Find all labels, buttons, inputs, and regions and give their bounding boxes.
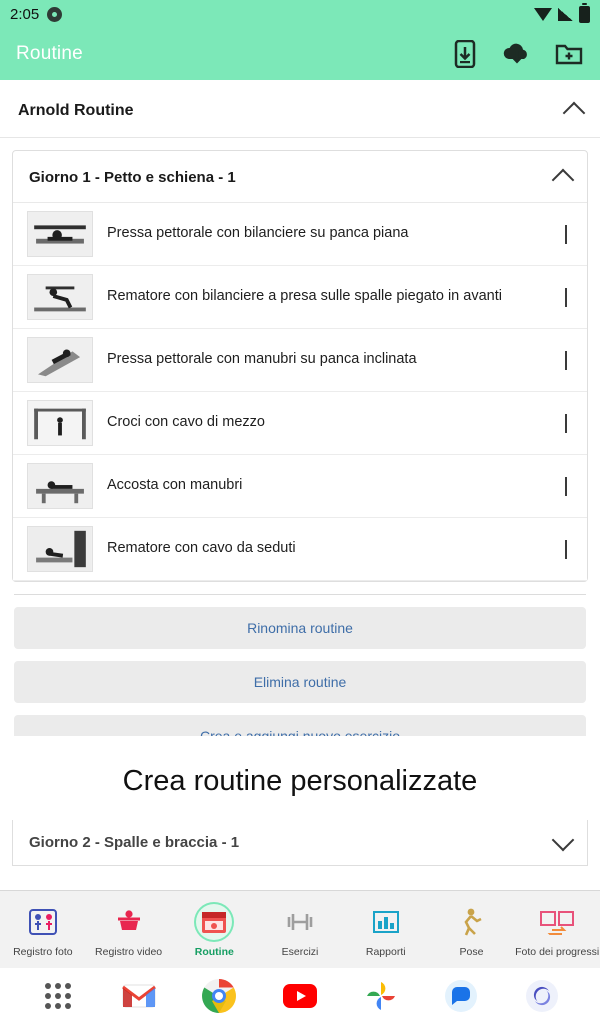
- chevron-up-icon[interactable]: [563, 102, 586, 125]
- nav-item-exercises[interactable]: [257, 891, 343, 968]
- routine-header[interactable]: [0, 80, 600, 138]
- chevron-down-icon[interactable]: [565, 225, 567, 244]
- routine-card: [0, 80, 600, 757]
- bottom-navigation: [0, 890, 600, 968]
- import-phone-icon[interactable]: [450, 39, 480, 69]
- photo-log-icon: [23, 902, 63, 942]
- nav-item-video-log[interactable]: [86, 891, 172, 968]
- nav-label: Foto dei progressi: [515, 945, 600, 958]
- exercise-name: Accosta con manubri: [107, 477, 243, 494]
- exercise-thumbnail: [27, 526, 93, 572]
- chevron-down-icon[interactable]: [565, 288, 567, 307]
- chevron-down-icon[interactable]: [565, 351, 567, 370]
- exercise-name: Pressa pettorale con manubri su panca inclinata: [107, 351, 417, 368]
- nav-item-photo-log[interactable]: [0, 891, 86, 968]
- app-bar-actions: [450, 39, 584, 69]
- day-header[interactable]: [13, 151, 587, 202]
- exercise-list: [13, 202, 587, 581]
- exercise-thumbnail: [27, 463, 93, 509]
- status-bar-right: [534, 6, 590, 23]
- google-photos-icon[interactable]: [362, 977, 400, 1015]
- youtube-icon[interactable]: [281, 977, 319, 1015]
- chevron-down-icon[interactable]: [552, 829, 575, 852]
- caption-text: Crea routine personalizzate: [122, 764, 478, 797]
- app-bar: [0, 28, 600, 80]
- nav-label: Esercizi: [281, 945, 319, 958]
- delete-routine-button[interactable]: Elimina routine: [14, 661, 586, 703]
- chevron-down-icon[interactable]: [565, 477, 567, 496]
- list-item[interactable]: [13, 455, 587, 518]
- clock: 2:05: [10, 5, 40, 23]
- rename-routine-button[interactable]: Rinomina routine: [14, 607, 586, 649]
- list-item[interactable]: [13, 392, 587, 455]
- tutorial-caption: [0, 736, 600, 826]
- routine-actions: [0, 649, 600, 703]
- progress-photos-icon: [537, 902, 577, 942]
- exercise-thumbnail: [27, 337, 93, 383]
- exercise-name: Rematore con cavo da seduti: [107, 540, 296, 557]
- routine-title: Arnold Routine: [18, 101, 134, 119]
- exercise-thumbnail: [27, 274, 93, 320]
- routine-actions: [0, 595, 600, 649]
- nav-item-progress-photos[interactable]: [514, 891, 600, 968]
- day-header-next[interactable]: [12, 820, 588, 866]
- nav-item-reports[interactable]: [343, 891, 429, 968]
- exercise-name: Rematore con bilanciere a presa sulle spalle piegato in avanti: [107, 288, 502, 305]
- day-title: Giorno 1 - Petto e schiena - 1: [29, 169, 236, 186]
- nav-label: Rapporti: [365, 945, 406, 958]
- main-content: [0, 80, 600, 890]
- app-drawer-icon[interactable]: [39, 977, 77, 1015]
- chevron-down-icon[interactable]: [565, 540, 567, 559]
- download-cloud-icon[interactable]: [502, 39, 532, 69]
- list-item[interactable]: [13, 203, 587, 266]
- video-log-icon: [109, 902, 149, 942]
- chevron-up-icon[interactable]: [552, 169, 575, 192]
- exercise-name: Croci con cavo di mezzo: [107, 414, 265, 431]
- wifi-icon: [534, 8, 552, 21]
- signal-icon: [558, 8, 573, 21]
- list-item[interactable]: [13, 518, 587, 581]
- exercise-name: Pressa pettorale con bilanciere su panca piana: [107, 225, 409, 242]
- chrome-icon[interactable]: [200, 977, 238, 1015]
- pose-icon: [451, 902, 491, 942]
- nav-label: Registro foto: [13, 945, 73, 958]
- record-dot-icon: [47, 7, 62, 22]
- dumbbell-icon: [280, 902, 320, 942]
- list-item[interactable]: [13, 266, 587, 329]
- system-dock: [0, 968, 600, 1024]
- assistant-icon[interactable]: [523, 977, 561, 1015]
- page-title: Routine: [16, 43, 83, 64]
- reports-chart-icon: [366, 902, 406, 942]
- battery-icon: [579, 6, 590, 23]
- status-bar: [0, 0, 600, 28]
- status-bar-left: [10, 6, 62, 23]
- day-block: [12, 150, 588, 582]
- messages-icon[interactable]: [442, 977, 480, 1015]
- new-folder-icon[interactable]: [554, 39, 584, 69]
- nav-label: Routine: [194, 945, 234, 958]
- exercise-thumbnail: [27, 400, 93, 446]
- nav-label: Registro video: [95, 945, 163, 958]
- nav-label: Pose: [459, 945, 484, 958]
- nav-item-routine[interactable]: [171, 891, 257, 968]
- exercise-thumbnail: [27, 211, 93, 257]
- list-item[interactable]: [13, 329, 587, 392]
- day-title: Giorno 2 - Spalle e braccia - 1: [29, 834, 240, 851]
- chevron-down-icon[interactable]: [565, 414, 567, 433]
- nav-item-pose[interactable]: [429, 891, 515, 968]
- routine-calendar-icon: [194, 902, 234, 942]
- gmail-icon[interactable]: [120, 977, 158, 1015]
